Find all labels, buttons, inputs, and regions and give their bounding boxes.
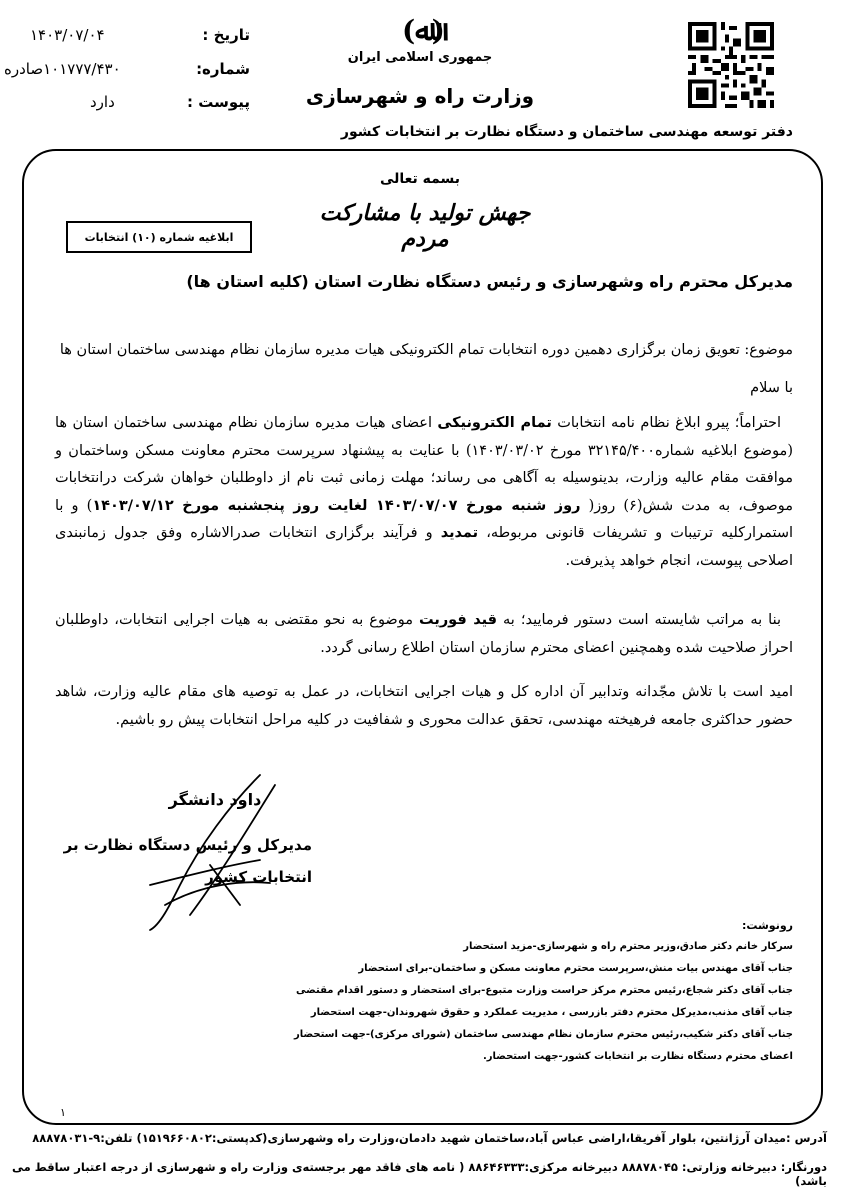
p1-text-c: اعضای هیات مدیره سازمان نظام مهندسی ساختمان استان ها (موضوع ابلاغیه شماره۳۲۱۴۵/۴۰۰ مورخ ۱۴۰۳/۰۳/۰۲) با عنایت به پیشنهاد سرپرست محترم معاونت مسکن وساختمان و موافقت مقام عالیه وزارت، بدینوسیله به آگاهی می رساند؛ مهلت زمانی ثبت نام از داوطلبان خواهان شرکت درانتخابات موصوف، به مدت شش(۶) روز(: [55, 415, 793, 514]
p1-bold-electronic: تمام الکترونیکی: [437, 415, 552, 431]
signatory-title-line-2: انتخابات کشور: [205, 868, 312, 886]
cc-item: جناب آقای دکتر شجاع،رئیس محترم مرکز حراست وزارت متبوع-برای استحضار و دستور اقدام مقتضی: [296, 985, 793, 996]
qr-code-icon: [688, 22, 774, 108]
number-row: [4, 60, 250, 84]
paragraph-3: امید است با تلاش مجّدانه وتدابیر آن اداره کل و هیات اجرایی انتخابات، در عمل به توصیه های مقام عالیه وزارت، شاهد حضور حداکثری جامعه فرهیخته مهندسی، تحقق عدالت محوری و شفافیت در کلیه مراحل انتخابات پیش رو باشیم.: [55, 684, 793, 728]
bureau-title: دفتر توسعه مهندسی ساختمان و دستگاه نظارت بر انتخابات کشور: [340, 124, 793, 140]
p2-bold-urgent: قید فوریت: [419, 612, 498, 628]
number-value: ۱۰۱۷۷۷/۴۳۰صادره: [4, 60, 121, 78]
p1-text-g: و فرآیند برگزاری انتخابات صدرالاشاره وفق جدول زمانبندی اصلاحی پیوست، انجام خواهد پذیرفت.: [55, 525, 793, 569]
signatory-title: [56, 829, 312, 893]
p1-text-e: ) و با استمرارکلیه ترتیبات و تشریفات قانونی مربوطه،: [55, 497, 793, 541]
basmala: بسمه تعالی: [379, 171, 461, 187]
cc-title: رونوشت:: [741, 919, 793, 932]
cc-list: [273, 936, 793, 1068]
attachment-value: دارد: [90, 93, 115, 111]
recipient: مدیرکل محترم راه وشهرسازی و رئیس دستگاه نظارت استان (کلیه استان ها): [186, 272, 793, 291]
p2-text-a: بنا به مراتب شایسته است دستور فرمایید؛ به: [497, 612, 782, 628]
cc-item: اعضای محترم دستگاه نظارت بر انتخابات کشور-جهت استحضار.: [482, 1051, 793, 1062]
ministry-title: وزارت راه و شهرسازی: [305, 84, 535, 108]
cc-item: جناب آقای مذنب،مدیرکل محترم دفتر بازرسی ، مدیریت عملکرد و حقوق شهروندان-جهت استحضار: [310, 1007, 793, 1018]
date-label: تاریخ :: [202, 26, 250, 44]
republic-title: جمهوری اسلامی ایران: [347, 50, 493, 65]
signatory-title-line-1: مدیرکل و رئیس دستگاه نظارت بر: [63, 836, 312, 854]
date-row: [20, 26, 250, 50]
p1-bold-dates: روز شنبه مورخ ۱۴۰۳/۰۷/۰۷ لغایت روز پنجشنبه مورخ ۱۴۰۳/۰۷/۱۲: [92, 497, 581, 514]
paragraph-2: [55, 607, 793, 662]
footer-fax: دورنگار: دبیرخانه وزارتی: ۸۸۸۷۸۰۴۵ دبیرخانه مرکزی:۸۸۶۴۶۳۳۳ ( نامه های فاقد مهر برجسته‌ی وزارت راه و شهرسازی از درجه اعتبار ساقط می باشد): [12, 1160, 827, 1188]
letter-meta: [4, 22, 250, 112]
notice-number-box: [66, 221, 252, 253]
slogan: جهش تولید با مشارکت مردم: [319, 200, 531, 252]
paragraph-1: [55, 410, 793, 575]
iran-emblem-icon: (ﷲ): [402, 14, 445, 47]
cc-item: جناب آقای مهندس بیات منش،سرپرست محترم معاونت مسکن و ساختمان-برای استحضار: [358, 963, 793, 974]
p2-text-c: موضوع به نحو مقتضی به هیات اجرایی انتخابات، داوطلبان احراز صلاحیت شده وهمچنین اعضای محترم سازمان استان اطلاع رسانی گردد.: [55, 612, 793, 656]
page-number: ۱: [60, 1106, 66, 1119]
cc-item: سرکار خانم دکتر صادق،وزیر محترم راه و شهرسازی-مزید استحضار: [463, 941, 793, 952]
attachment-label: پیوست :: [186, 93, 250, 111]
notice-label: ابلاغیه شماره (۱۰) انتخابات: [84, 230, 234, 244]
subject-line: موضوع: تعویق زمان برگزاری دهمین دوره انتخابات تمام الکترونیکی هیات مدیره سازمان نظام مهندسی ساختمان استان ها: [59, 342, 793, 358]
footer-address: آدرس :میدان آرژانتین، بلوار آفریقا،اراضی عباس آباد،ساختمان شهید دادمان،وزارت راه وشهرسازی(کدپستی:۱۵۱۹۶۶۰۸۰۲) تلفن:۹-۸۸۸۷۸۰۳۱: [32, 1131, 827, 1145]
greeting: با سلام: [750, 380, 793, 396]
date-value: ۱۴۰۳/۰۷/۰۴: [30, 26, 105, 44]
number-label: شماره:: [196, 60, 250, 78]
cc-item: جناب آقای دکتر شکیب،رئیس محترم سازمان نظام مهندسی ساختمان (شورای مرکزی)-جهت استحضار: [294, 1029, 793, 1040]
p1-bold-extend: تمدید: [440, 525, 479, 541]
attachment-row: [20, 93, 250, 117]
p1-text-a: احتراماً؛ پیرو ابلاغ نظام نامه انتخابات: [551, 415, 781, 431]
signatory-name: داود دانشگر: [168, 790, 262, 809]
